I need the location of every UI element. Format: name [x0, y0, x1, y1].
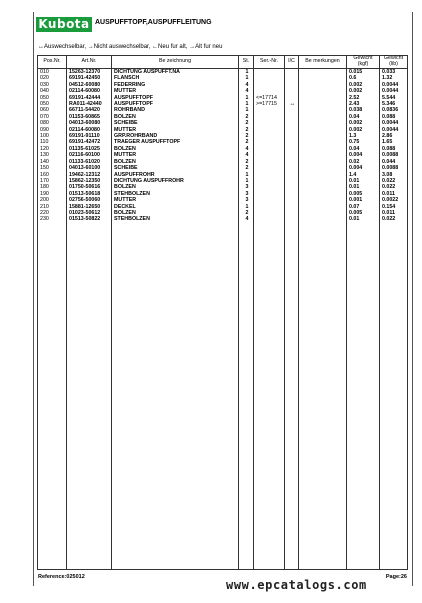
- cell-st: 4: [239, 216, 254, 222]
- cell-st: 3: [239, 197, 254, 203]
- cell-pos: 080: [38, 120, 67, 126]
- cell-wkg: 0.038: [347, 107, 380, 113]
- cell-st: 4: [239, 82, 254, 88]
- cell-wkg: 0.002: [347, 127, 380, 133]
- cell-art: 66711-54420: [67, 107, 112, 113]
- cell-wkg: 2.52: [347, 95, 380, 101]
- cell-rem: [299, 69, 347, 76]
- cell-st: 2: [239, 139, 254, 145]
- cell-ser: [254, 69, 285, 76]
- cell-pos: 230: [38, 216, 67, 222]
- cell-pos: 190: [38, 191, 67, 197]
- cell-wkg: 0.02: [347, 159, 380, 165]
- cell-wlb: 0.088: [380, 114, 408, 120]
- cell-pos: 170: [38, 178, 67, 184]
- cell-wlb: 0.0836: [380, 107, 408, 113]
- cell-art: 04013-60100: [67, 165, 112, 171]
- cell-wkg: 0.01: [347, 178, 380, 184]
- cell-art: 04512-60080: [67, 82, 112, 88]
- cell-wlb: 5.544: [380, 95, 408, 101]
- cell-desc: BOLZEN: [112, 159, 239, 165]
- cell-wkg: 0.6: [347, 75, 380, 81]
- cell-wlb: 0.0088: [380, 165, 408, 171]
- cell-desc: DICHTUNG AUSPUFFROHR: [112, 178, 239, 184]
- cell-art: 02114-60080: [67, 127, 112, 133]
- cell-pos: 120: [38, 146, 67, 152]
- cell-st: 1: [239, 178, 254, 184]
- cell-desc: MUTTER: [112, 197, 239, 203]
- cell-desc: BOLZEN: [112, 210, 239, 216]
- cell-pos: 030: [38, 82, 67, 88]
- cell-st: 2: [239, 159, 254, 165]
- cell-desc: MUTTER: [112, 152, 239, 158]
- col-header-weight-kg: Gewicht (kgf): [347, 56, 380, 69]
- parts-table: [37, 55, 408, 570]
- cell-art: 69191-42450: [67, 75, 112, 81]
- cell-pos: 210: [38, 204, 67, 210]
- cell-art: 69191-91110: [67, 133, 112, 139]
- cell-st: 2: [239, 133, 254, 139]
- cell-desc: AUSPUFFTOPF: [112, 95, 239, 101]
- cell-desc: FEDERRING: [112, 82, 239, 88]
- cell-st: 1: [239, 95, 254, 101]
- cell-st: 4: [239, 152, 254, 158]
- cell-art: 19462-12312: [67, 172, 112, 178]
- cell-art: 01513-50618: [67, 191, 112, 197]
- cell-desc: BOLZEN: [112, 184, 239, 190]
- cell-st: 2: [239, 120, 254, 126]
- cell-wlb: 0.022: [380, 184, 408, 190]
- cell-art: 01153-60865: [67, 114, 112, 120]
- interchangeability-legend: ↔Auswechselbar, →Nicht auswechselbar, ←Neu fur alt, →Alt fur neu: [38, 44, 223, 50]
- cell-pos: 090: [38, 127, 67, 133]
- cell-wkg: 0.004: [347, 165, 380, 171]
- cell-wlb: 0.0022: [380, 197, 408, 203]
- cell-desc: BOLZEN: [112, 146, 239, 152]
- cell-art: 01023-50612: [67, 210, 112, 216]
- cell-art: 69191-42472: [67, 139, 112, 145]
- cell-wkg: 0.75: [347, 139, 380, 145]
- cell-wlb: 0.0088: [380, 152, 408, 158]
- cell-pos: 100: [38, 133, 67, 139]
- cell-pos: 060: [38, 107, 67, 113]
- cell-wkg: 0.001: [347, 197, 380, 203]
- cell-wkg: 0.01: [347, 216, 380, 222]
- cell-ser: <=17714: [254, 95, 285, 101]
- cell-st: 2: [239, 127, 254, 133]
- cell-wlb: 5.346: [380, 101, 408, 107]
- cell-st: 1: [239, 107, 254, 113]
- col-header-remarks: Be merkungen: [299, 56, 347, 69]
- cell-wkg: 1.4: [347, 172, 380, 178]
- cell-pos: 160: [38, 172, 67, 178]
- cell-wlb: 0.0044: [380, 120, 408, 126]
- cell-wlb: 0.088: [380, 146, 408, 152]
- cell-desc: AUSPUFFROHR: [112, 172, 239, 178]
- page-title: AUSPUFFTOPF,AUSPUFFLEITUNG: [95, 19, 212, 26]
- cell-desc: GRP.ROHRBAND: [112, 133, 239, 139]
- cell-desc: DICHTUNG AUSPUFFT.NA: [112, 69, 239, 76]
- cell-desc: FLANSCH: [112, 75, 239, 81]
- cell-art: 02116-60100: [67, 152, 112, 158]
- cell-pos: 050: [38, 101, 67, 107]
- col-header-ic: I/C: [285, 56, 299, 69]
- cell-wkg: 2.43: [347, 101, 380, 107]
- col-header-art: Art.Nr.: [67, 56, 112, 69]
- cell-wkg: 0.04: [347, 146, 380, 152]
- cell-desc: SCHEIBE: [112, 165, 239, 171]
- cell-pos: 180: [38, 184, 67, 190]
- cell-st: 2: [239, 210, 254, 216]
- cell-wlb: 0.0044: [380, 127, 408, 133]
- cell-st: 3: [239, 191, 254, 197]
- cell-desc: MUTTER: [112, 127, 239, 133]
- cell-ser: >=17715: [254, 101, 285, 107]
- cell-wlb: 0.022: [380, 178, 408, 184]
- cell-st: 2: [239, 165, 254, 171]
- cell-pos: 220: [38, 210, 67, 216]
- cell-wkg: 0.015: [347, 69, 380, 76]
- cell-desc: ROHRBAND: [112, 107, 239, 113]
- cell-st: 1: [239, 204, 254, 210]
- cell-wkg: 0.005: [347, 191, 380, 197]
- cell-art: 01133-61020: [67, 159, 112, 165]
- cell-art: 02114-60080: [67, 88, 112, 94]
- cell-art: 15862-12350: [67, 178, 112, 184]
- cell-wlb: 0.022: [380, 216, 408, 222]
- col-header-description: Be zeichnung: [112, 56, 239, 69]
- cell-art: 01750-50616: [67, 184, 112, 190]
- cell-wlb: 0.011: [380, 210, 408, 216]
- cell-st: 1: [239, 69, 254, 76]
- cell-ic: [285, 69, 299, 76]
- cell-wkg: 1.3: [347, 133, 380, 139]
- table-filler-row: [38, 223, 408, 570]
- cell-art: 01513-50822: [67, 216, 112, 222]
- cell-pos: 050: [38, 95, 67, 101]
- cell-desc: SCHEIBE: [112, 120, 239, 126]
- cell-art: 04013-60080: [67, 120, 112, 126]
- table-header-row: [38, 56, 408, 69]
- cell-pos: 200: [38, 197, 67, 203]
- col-header-quantity: St.: [239, 56, 254, 69]
- cell-art: 69191-42444: [67, 95, 112, 101]
- cell-wlb: 3.08: [380, 172, 408, 178]
- col-header-weight-lb: Gewicht (lib): [380, 56, 408, 69]
- cell-st: 4: [239, 88, 254, 94]
- cell-wkg: 0.005: [347, 210, 380, 216]
- cell-ic: ↔: [285, 101, 299, 107]
- cell-desc: TRAEGER AUSPUFFTOPF: [112, 139, 239, 145]
- cell-wkg: 0.004: [347, 152, 380, 158]
- watermark: www.epcatalogs.com: [226, 578, 367, 592]
- cell-wlb: 0.011: [380, 191, 408, 197]
- cell-st: 1: [239, 75, 254, 81]
- cell-desc: BOLZEN: [112, 114, 239, 120]
- cell-art: RA011-42440: [67, 101, 112, 107]
- page-number: Page:26: [385, 574, 407, 580]
- cell-wlb: 1.65: [380, 139, 408, 145]
- reference-number: Reference:025012: [38, 574, 85, 580]
- table-row: [38, 69, 408, 76]
- col-header-pos: Pos.Nr.: [38, 56, 67, 69]
- cell-pos: 040: [38, 88, 67, 94]
- cell-wlb: 0.0044: [380, 82, 408, 88]
- cell-pos: 110: [38, 139, 67, 145]
- cell-st: 4: [239, 146, 254, 152]
- cell-st: 1: [239, 172, 254, 178]
- cell-wkg: 0.002: [347, 120, 380, 126]
- cell-desc: DECKEL: [112, 204, 239, 210]
- cell-pos: 020: [38, 75, 67, 81]
- cell-art: 01135-61025: [67, 146, 112, 152]
- cell-wkg: 0.01: [347, 184, 380, 190]
- kubota-logo: Kubota: [36, 17, 92, 32]
- cell-wkg: 0.04: [347, 114, 380, 120]
- cell-wlb: 2.86: [380, 133, 408, 139]
- cell-desc: MUTTER: [112, 88, 239, 94]
- cell-art: 15881-12650: [67, 204, 112, 210]
- cell-wlb: 0.044: [380, 159, 408, 165]
- cell-wlb: 1.32: [380, 75, 408, 81]
- cell-st: 1: [239, 101, 254, 107]
- cell-st: 2: [239, 114, 254, 120]
- cell-desc: STEHBOLZEN: [112, 191, 239, 197]
- cell-wkg: 0.07: [347, 204, 380, 210]
- cell-pos: 130: [38, 152, 67, 158]
- col-header-serial: Ser.-Nr.: [254, 56, 285, 69]
- cell-art: 02756-50060: [67, 197, 112, 203]
- cell-pos: 010: [38, 69, 67, 76]
- cell-pos: 150: [38, 165, 67, 171]
- cell-desc: STEHBOLZEN: [112, 216, 239, 222]
- parts-table-body: [38, 69, 408, 570]
- cell-wkg: 0.002: [347, 88, 380, 94]
- cell-wlb: 0.154: [380, 204, 408, 210]
- cell-wkg: 0.002: [347, 82, 380, 88]
- cell-art: 15263-12370: [67, 69, 112, 76]
- cell-pos: 140: [38, 159, 67, 165]
- cell-st: 3: [239, 184, 254, 190]
- cell-pos: 070: [38, 114, 67, 120]
- cell-wlb: 0.033: [380, 69, 408, 76]
- cell-desc: AUSPUFFTOPF: [112, 101, 239, 107]
- cell-wlb: 0.0044: [380, 88, 408, 94]
